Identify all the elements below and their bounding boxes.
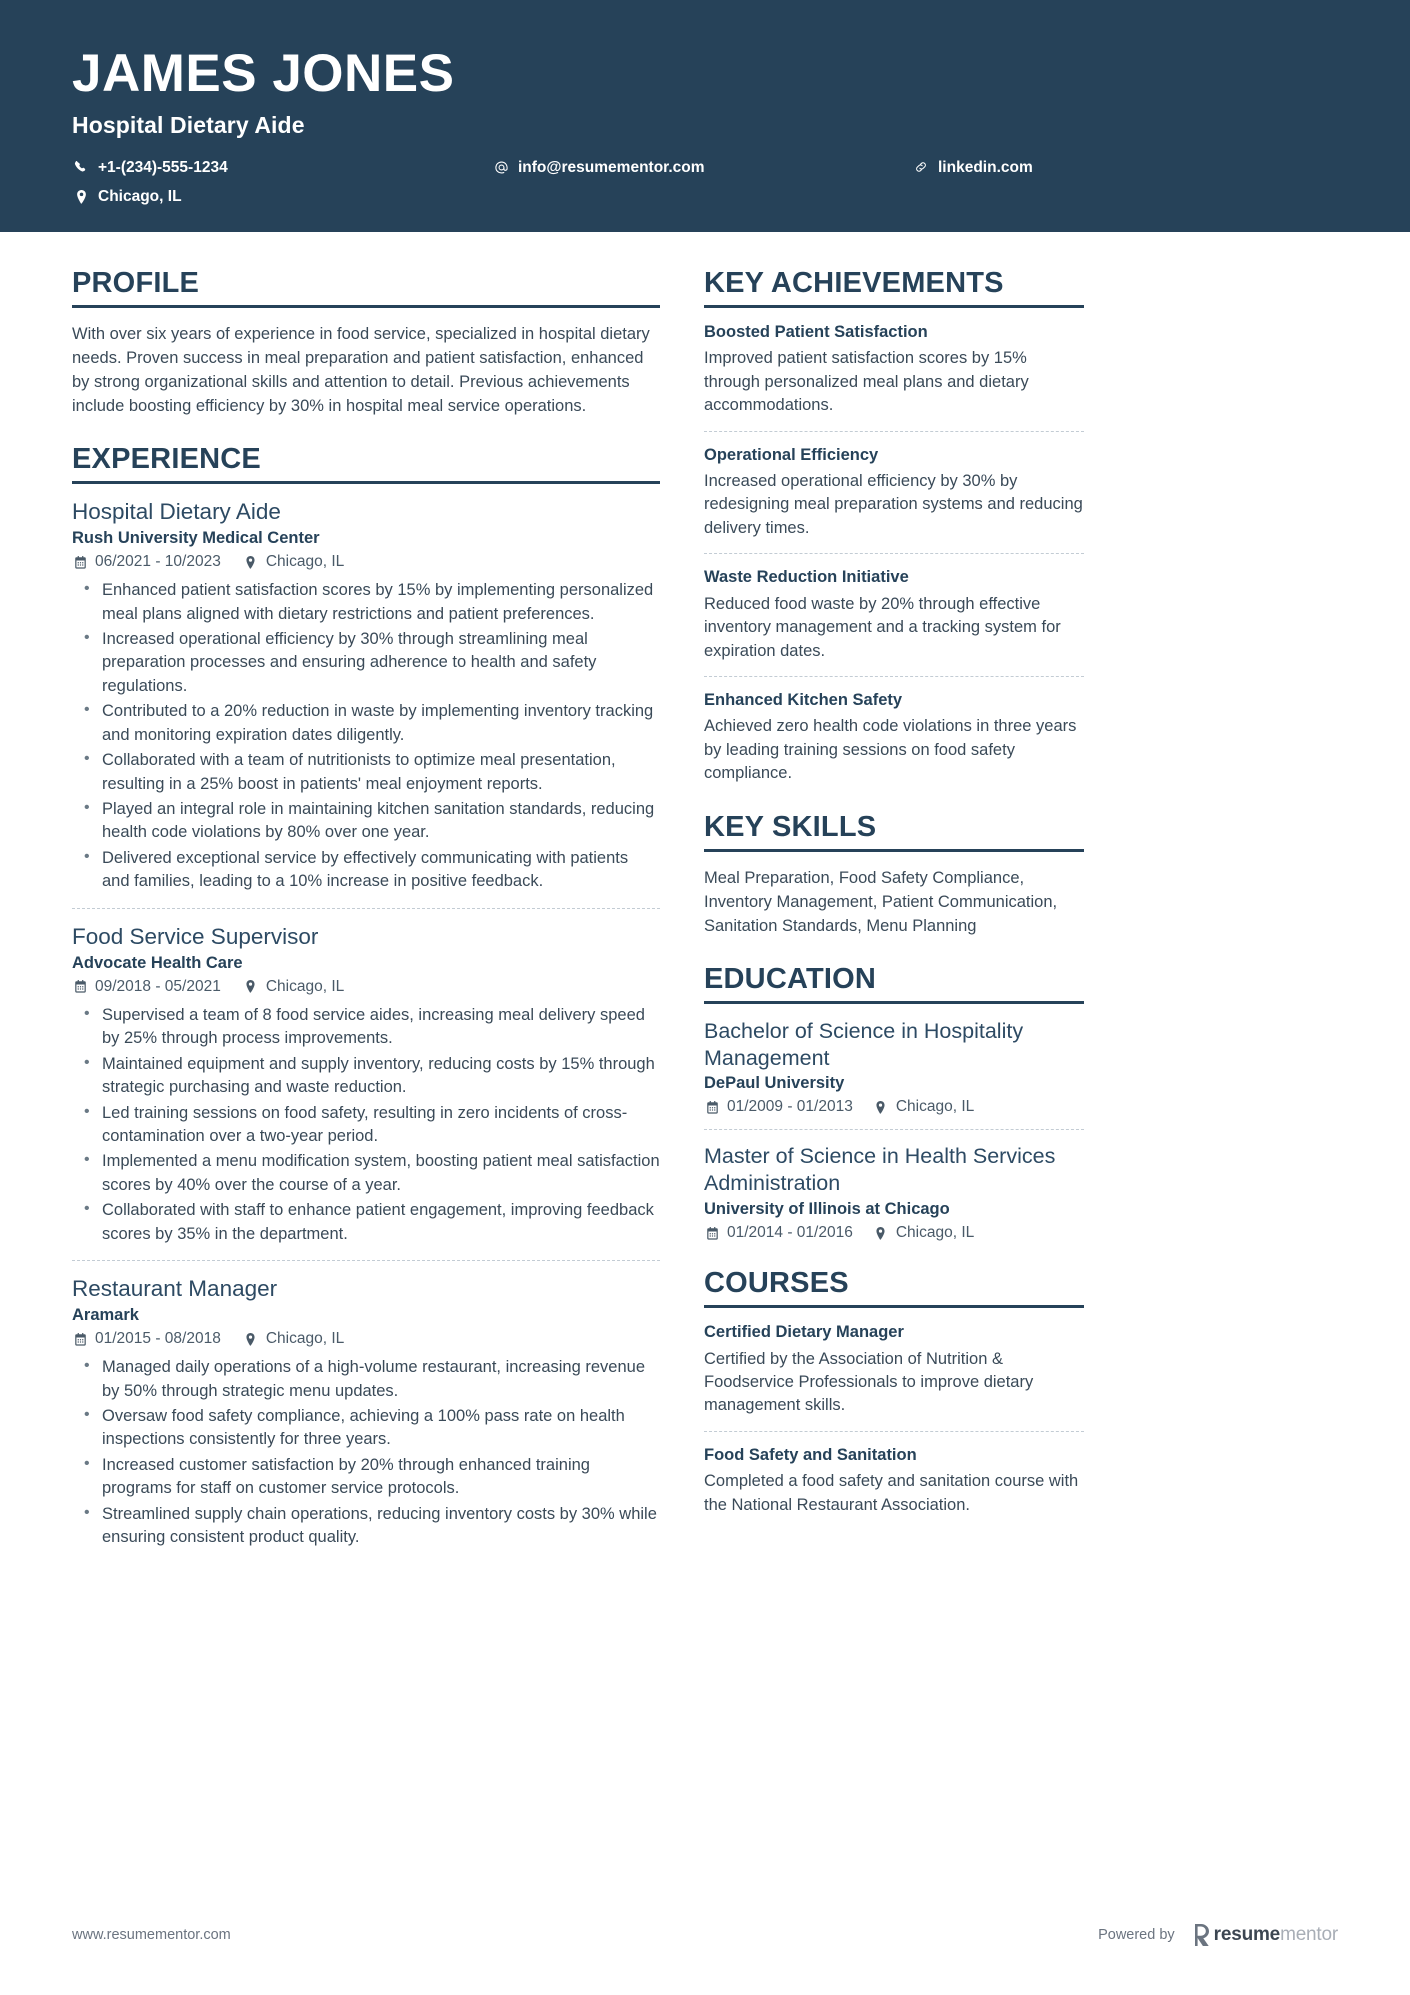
brand-name-light: mentor <box>1280 1924 1338 1945</box>
list-item: • Streamlined supply chain operations, reducing inventory costs by 30% while ensuring consistent product quality. <box>72 1503 660 1550</box>
left-column <box>72 232 660 1576</box>
job-company: Aramark <box>72 1306 139 1325</box>
map-pin-icon <box>72 190 90 204</box>
list-item: • Implemented a menu modification system, boosting patient meal satisfaction scores by 40% over the course of a year. <box>72 1150 660 1197</box>
course-separator <box>704 1431 1084 1432</box>
at-icon <box>492 160 510 175</box>
job-bullets <box>72 1004 660 1246</box>
achievement-description: Improved patient satisfaction scores by 15% through personalized meal plans and dietary accommodations. <box>704 349 1029 415</box>
job-meta <box>72 1330 660 1348</box>
calendar-icon <box>72 556 88 569</box>
education-degree: Master of Science in Health Services Administration <box>704 1144 1056 1196</box>
list-item: • Increased operational efficiency by 30% through streamlining meal preparation processes and ensuring adherence to health and safety regulations. <box>72 628 660 698</box>
job-company: Advocate Health Care <box>72 953 243 972</box>
job-title: Restaurant Manager <box>72 1276 278 1302</box>
map-pin-icon <box>243 1333 259 1346</box>
list-item: • Collaborated with staff to enhance patient engagement, improving feedback scores by 35% in the department. <box>72 1199 660 1246</box>
education-heading: EDUCATION <box>704 962 877 995</box>
education-dates-text: 01/2009 - 01/2013 <box>727 1098 853 1116</box>
key-achievements-heading: KEY ACHIEVEMENTS <box>704 267 1004 299</box>
job-dates-text: 06/2021 - 10/2023 <box>95 553 221 571</box>
profile-heading: PROFILE <box>72 267 200 299</box>
section-divider <box>704 305 1084 308</box>
map-pin-icon <box>243 556 259 569</box>
education-dates <box>704 1098 853 1116</box>
job-location <box>243 553 344 571</box>
section-divider <box>704 1305 1084 1308</box>
list-item: • Enhanced patient satisfaction scores by 15% by implementing personalized meal plans aligned with dietary restrictions and patient preferences. <box>72 579 660 626</box>
achievement-separator <box>704 553 1084 554</box>
list-item: • Managed daily operations of a high-volume restaurant, increasing revenue by 50% through strategic menu updates. <box>72 1356 660 1403</box>
contact-location <box>72 182 492 211</box>
achievement-separator <box>704 676 1084 677</box>
experience-item <box>72 498 660 894</box>
link-icon <box>912 160 930 174</box>
education-item <box>704 1143 1084 1242</box>
calendar-icon <box>704 1227 720 1240</box>
contact-website-text: linkedin.com <box>938 158 1033 176</box>
job-bullets <box>72 1356 660 1549</box>
education-location-text: Chicago, IL <box>895 1098 975 1116</box>
achievement-title: Operational Efficiency <box>704 445 879 464</box>
contact-email-text: info@resumementor.com <box>518 158 705 176</box>
footer-brand-area <box>1098 1924 1338 1946</box>
job-title: Food Service Supervisor <box>72 923 319 949</box>
job-dates-text: 01/2015 - 08/2018 <box>95 1330 221 1348</box>
footer-url[interactable]: www.resumementor.com <box>72 1927 231 1943</box>
contact-details <box>72 153 1072 212</box>
course-title: Food Safety and Sanitation <box>704 1445 917 1464</box>
education-location-text: Chicago, IL <box>895 1224 975 1242</box>
education-meta <box>704 1098 1084 1116</box>
education-location <box>873 1224 974 1242</box>
phone-icon <box>72 160 90 174</box>
section-experience <box>72 444 660 1549</box>
course-item <box>704 1445 1084 1517</box>
experience-separator <box>72 908 660 909</box>
list-item: • Led training sessions on food safety, resulting in zero incidents of cross-contamination over a two-year period. <box>72 1102 660 1149</box>
profile-text: With over six years of experience in food service, specialized in hospital dietary needs. Proven success in meal preparation and patient satisfaction, enhanced by strong organizational skills and attention to detail. Previous achievements include boosting efficiency by 30% in hospital meal service operations. <box>72 324 650 416</box>
section-divider <box>704 1001 1084 1004</box>
contact-phone[interactable] <box>72 153 492 182</box>
education-meta <box>704 1224 1084 1242</box>
achievement-description: Reduced food waste by 20% through effective inventory management and a tracking system for expiration dates. <box>704 594 1061 660</box>
job-dates <box>72 553 221 571</box>
achievement-description: Increased operational efficiency by 30% by redesigning meal preparation systems and reducing delivery times. <box>704 472 1083 537</box>
education-school: DePaul University <box>704 1074 845 1093</box>
experience-heading: EXPERIENCE <box>72 443 261 476</box>
section-key-achievements <box>704 268 1084 786</box>
key-skills-text: Meal Preparation, Food Safety Compliance, Inventory Management, Patient Communication, Sanitation Standards, Menu Planning <box>704 868 1058 935</box>
list-item: • Increased customer satisfaction by 20% through enhanced training programs for staff on customer service protocols. <box>72 1454 660 1501</box>
achievement-item <box>704 567 1084 663</box>
education-separator <box>704 1129 1084 1130</box>
course-item <box>704 1322 1084 1418</box>
education-item <box>704 1018 1084 1117</box>
achievement-item <box>704 322 1084 418</box>
education-school: University of Illinois at Chicago <box>704 1200 950 1219</box>
resumementor-logo <box>1193 1924 1338 1946</box>
calendar-icon <box>72 980 88 993</box>
experience-separator <box>72 1260 660 1261</box>
courses-heading: COURSES <box>704 1267 849 1300</box>
job-company: Rush University Medical Center <box>72 529 320 548</box>
job-title: Hospital Dietary Aide <box>72 499 281 525</box>
job-meta <box>72 978 660 996</box>
section-key-skills <box>704 812 1084 938</box>
resumementor-mark-icon <box>1193 1924 1209 1946</box>
job-location-text: Chicago, IL <box>265 553 345 571</box>
course-title: Certified Dietary Manager <box>704 1323 904 1342</box>
job-bullets <box>72 579 660 893</box>
contact-location-text: Chicago, IL <box>98 188 182 206</box>
resume-header <box>0 0 1410 232</box>
powered-by-label: Powered by <box>1098 1927 1175 1943</box>
list-item: • Maintained equipment and supply inventory, reducing costs by 15% through strategic purchasing and waste reduction. <box>72 1053 660 1100</box>
job-dates-text: 09/2018 - 05/2021 <box>95 977 221 995</box>
contact-email[interactable] <box>492 153 912 182</box>
contact-website[interactable] <box>912 153 1072 182</box>
education-degree: Bachelor of Science in Hospitality Management <box>704 1018 1024 1070</box>
achievement-item <box>704 690 1084 786</box>
map-pin-icon <box>243 980 259 993</box>
experience-item <box>72 1275 660 1550</box>
map-pin-icon <box>873 1227 889 1240</box>
brand-name-bold: resume <box>1213 1924 1281 1945</box>
section-courses <box>704 1268 1084 1517</box>
contact-phone-text: +1-(234)-555-1234 <box>98 158 228 176</box>
resume-body <box>0 232 1410 1576</box>
experience-item <box>72 923 660 1246</box>
section-education <box>704 964 1084 1242</box>
education-dates-text: 01/2014 - 01/2016 <box>727 1224 853 1242</box>
job-location-text: Chicago, IL <box>265 977 345 995</box>
job-location <box>243 1330 344 1348</box>
calendar-icon <box>704 1101 720 1114</box>
achievement-title: Waste Reduction Initiative <box>704 568 909 587</box>
section-divider <box>72 481 660 484</box>
education-dates <box>704 1224 853 1242</box>
section-divider <box>704 849 1084 852</box>
list-item: • Delivered exceptional service by effectively communicating with patients and families, leading to a 10% increase in positive feedback. <box>72 847 660 894</box>
achievement-description: Achieved zero health code violations in three years by leading training sessions on food safety compliance. <box>704 717 1077 783</box>
calendar-icon <box>72 1333 88 1346</box>
page-title: JAMES JONES <box>72 44 455 103</box>
course-description: Certified by the Association of Nutrition & Foodservice Professionals to improve dietary management skills. <box>704 1349 1034 1415</box>
achievement-separator <box>704 431 1084 432</box>
resume-footer <box>0 1875 1410 1995</box>
achievement-title: Boosted Patient Satisfaction <box>704 322 928 341</box>
job-dates <box>72 1330 221 1348</box>
right-column <box>704 232 1084 1543</box>
list-item: • Contributed to a 20% reduction in waste by implementing inventory tracking and monitoring expiration dates diligently. <box>72 700 660 747</box>
course-description: Completed a food safety and sanitation course with the National Restaurant Association. <box>704 1472 1079 1514</box>
achievement-title: Enhanced Kitchen Safety <box>704 691 903 709</box>
list-item: • Oversaw food safety compliance, achieving a 100% pass rate on health inspections consistently for three years. <box>72 1405 660 1452</box>
key-skills-heading: KEY SKILLS <box>704 810 877 843</box>
list-item: • Supervised a team of 8 food service aides, increasing meal delivery speed by 25% through process improvements. <box>72 1004 660 1051</box>
achievement-item <box>704 445 1084 541</box>
education-location <box>873 1098 974 1116</box>
list-item: • Collaborated with a team of nutritionists to optimize meal presentation, resulting in a 25% boost in patients' meal enjoyment reports. <box>72 749 660 796</box>
section-divider <box>72 305 660 308</box>
job-dates <box>72 978 221 996</box>
header-job-title: Hospital Dietary Aide <box>72 111 305 138</box>
job-meta <box>72 553 660 571</box>
section-profile <box>72 268 660 418</box>
list-item: • Played an integral role in maintaining kitchen sanitation standards, reducing health code violations by 80% over one year. <box>72 798 660 845</box>
map-pin-icon <box>873 1101 889 1114</box>
job-location-text: Chicago, IL <box>265 1330 345 1348</box>
job-location <box>243 978 344 996</box>
